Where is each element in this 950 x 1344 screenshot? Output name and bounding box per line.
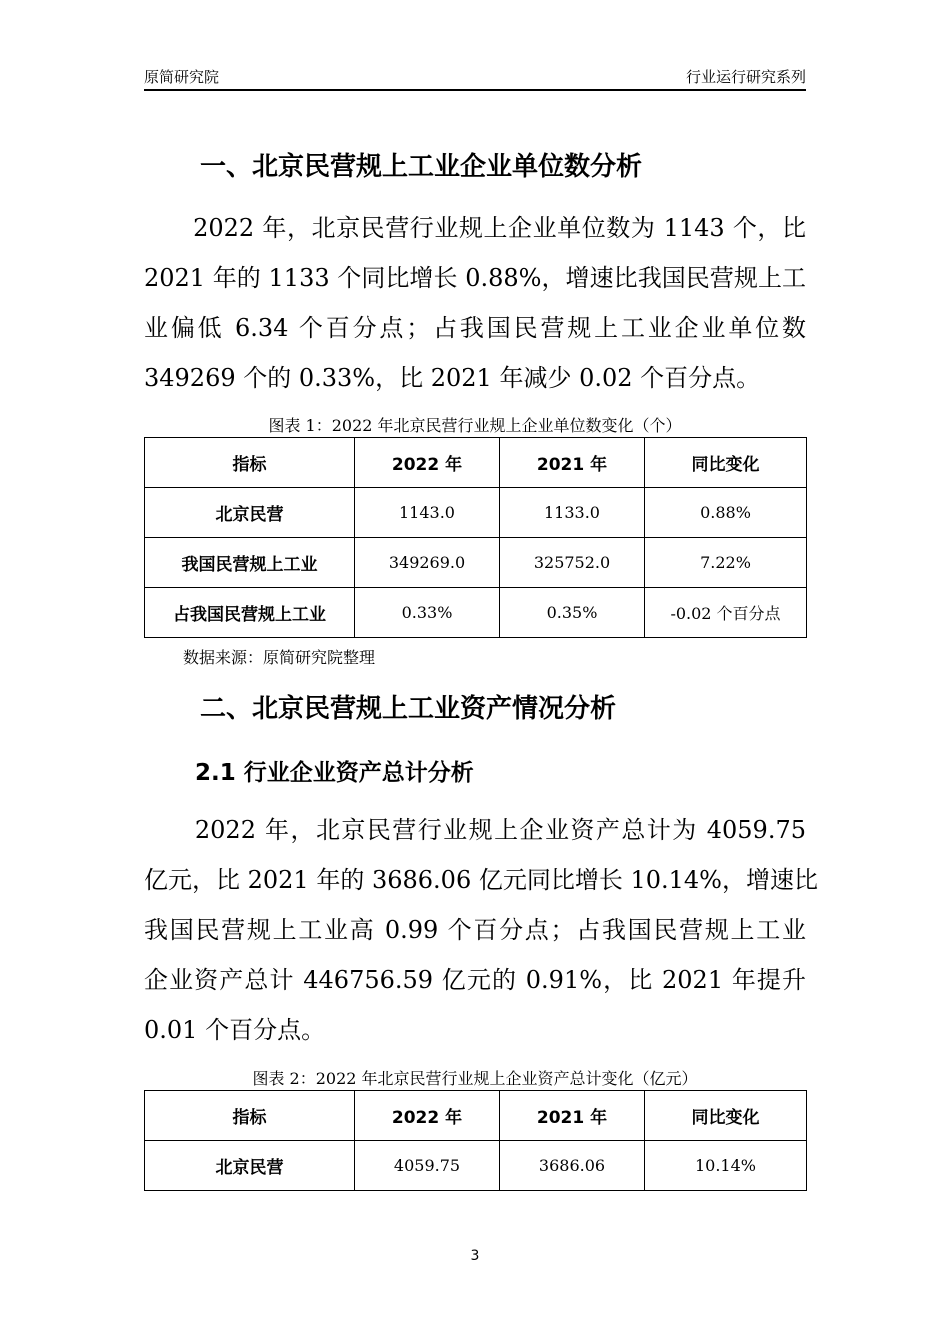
subsection-2-1-title: 2.1 行业企业资产总计分析 <box>195 760 474 786</box>
row-label: 我国民营规上工业 <box>145 538 355 588</box>
column-header: 2022 年 <box>355 438 500 488</box>
paragraph-line: 0.01 个百分点。 <box>144 1016 326 1044</box>
header-series-name: 行业运行研究系列 <box>685 68 806 86</box>
page-number: 3 <box>470 1248 480 1264</box>
column-header: 2021 年 <box>500 438 645 488</box>
table-cell: 4059.75 <box>355 1141 500 1191</box>
table-header-row <box>145 438 807 488</box>
column-header: 2021 年 <box>500 1091 645 1141</box>
row-label: 北京民营 <box>145 488 355 538</box>
table-row <box>145 538 807 588</box>
paragraph-line: 我国民营规上工业高 0.99 个百分点；占我国民营规上工业 <box>144 916 806 944</box>
table-cell: -0.02 个百分点 <box>645 588 807 638</box>
table-cell: 349269.0 <box>355 538 500 588</box>
table-cell: 0.35% <box>500 588 645 638</box>
table1-source: 数据来源：原简研究院整理 <box>183 648 376 667</box>
table2 <box>144 1090 807 1191</box>
table-cell: 10.14% <box>645 1141 807 1191</box>
table-row <box>145 1141 807 1191</box>
section1-paragraph <box>144 203 806 403</box>
header-org-name: 原简研究院 <box>144 68 220 86</box>
paragraph-line: 2022 年，北京民营行业规上企业单位数为 1143 个，比 <box>144 214 806 242</box>
column-header: 同比变化 <box>645 1091 807 1141</box>
table-cell: 3686.06 <box>500 1141 645 1191</box>
table-row <box>145 588 807 638</box>
paragraph-line: 2021 年的 1133 个同比增长 0.88%，增速比我国民营规上工 <box>144 264 806 292</box>
table-cell: 0.33% <box>355 588 500 638</box>
column-header: 指标 <box>145 438 355 488</box>
paragraph-line: 349269 个的 0.33%，比 2021 年减少 0.02 个百分点。 <box>144 364 761 392</box>
section2-paragraph <box>144 805 818 1055</box>
table-row <box>145 488 807 538</box>
table-cell: 0.88% <box>645 488 807 538</box>
table-header-row <box>145 1091 807 1141</box>
header-divider <box>144 89 806 91</box>
paragraph-line: 企业资产总计 446756.59 亿元的 0.91%，比 2021 年提升 <box>144 966 806 994</box>
section2-title: 二、北京民营规上工业资产情况分析 <box>200 694 617 724</box>
table-cell: 7.22% <box>645 538 807 588</box>
table-cell: 1143.0 <box>355 488 500 538</box>
row-label: 占我国民营规上工业 <box>145 588 355 638</box>
table1 <box>144 437 807 638</box>
paragraph-line: 业偏低 6.34 个百分点；占我国民营规上工业企业单位数 <box>144 314 806 342</box>
paragraph-line: 亿元，比 2021 年的 3686.06 亿元同比增长 10.14%，增速比 <box>144 866 818 894</box>
table2-caption: 图表 2：2022 年北京民营行业规上企业资产总计变化（亿元） <box>252 1069 698 1088</box>
column-header: 同比变化 <box>645 438 807 488</box>
column-header: 指标 <box>145 1091 355 1141</box>
section1-title: 一、北京民营规上工业企业单位数分析 <box>200 152 643 182</box>
table-cell: 325752.0 <box>500 538 645 588</box>
column-header: 2022 年 <box>355 1091 500 1141</box>
paragraph-line: 2022 年，北京民营行业规上企业资产总计为 4059.75 <box>144 816 806 844</box>
table-cell: 1133.0 <box>500 488 645 538</box>
table1-caption: 图表 1：2022 年北京民营行业规上企业单位数变化（个） <box>268 416 682 435</box>
row-label: 北京民营 <box>145 1141 355 1191</box>
